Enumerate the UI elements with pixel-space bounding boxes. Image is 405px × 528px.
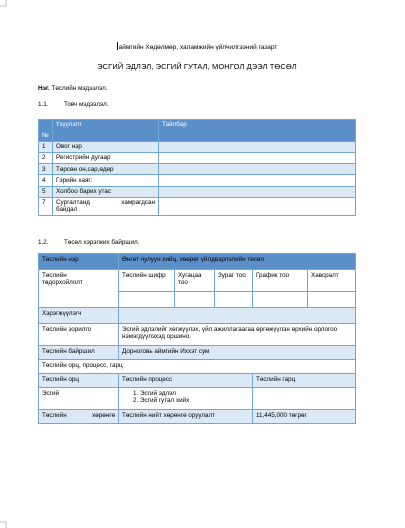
page-corner-mark: [0, 520, 8, 528]
table-row: 5 Холбоо барих утас: [39, 186, 356, 197]
table-header: № Үзүүлэлт Тайлбар: [39, 119, 356, 141]
subsection-1-1: 1.1. Товч мэдээлэл.: [38, 101, 109, 109]
table-row: 2 Регистрийн дугаар: [39, 152, 356, 163]
table-row: Төслийн зорилго Эсгий эдлэлийг хөгжүүлэх, үйл ажиллагаагаа өргөжүүлэн өрхийн орлогоо нэмэгдүүлэхэд оршино.: [39, 324, 356, 346]
info-table: [38, 119, 356, 217]
text-cursor: [117, 42, 118, 50]
subsection-1-2: 1.2. Төсөл хэрэгжих байршил.: [38, 239, 140, 247]
table-row: 7 Сургалтанд хамрагдсан байдал: [39, 197, 356, 215]
section-heading: Нэг. Төслийн мэдээлэл.: [38, 85, 108, 93]
document-title: ЭСГИЙ ЭДЛЭЛ, ЭСГИЙ ГУТАЛ, МОНГОЛ ДЭЭЛ ТӨСӨЛ: [97, 62, 297, 72]
table-row: 1 Овог нэр: [39, 141, 356, 152]
table-header: Төслийн нэр Өнгөт чулуун хийц, хөөрөг үйлдвэрлэлийн төсөл: [39, 254, 356, 270]
table-row: 3 Төрсөн он,сар,өдөр: [39, 164, 356, 175]
table-row: Төслийн орц, процесс, гарц: [39, 360, 356, 374]
table-row: Төслийн хөрөнгө Төслийн нийт хөрөнгө оруулалт 11,445,000 төгрөг: [39, 410, 356, 424]
table-row: Төслийн байршил Дорноговь аймгийн Иххэт сум: [39, 346, 356, 360]
recipient-line: аймгийн Хөдөлмөр, халамжийн үйлчилгээний газарт: [118, 44, 278, 51]
table-row: Эсгий 1. Эсгий эдлэл 2. Эсгий гутал хийх: [39, 388, 356, 410]
table-row: Төслийн төдорхойлолт Төслийн шифр Хугацаа тоо Зураг тоо График тоо Хавсралт: [39, 270, 356, 292]
document-body: [38, 42, 356, 424]
page-corner-mark: [0, 0, 8, 8]
table-row: Хэрэгжүүлэгч: [39, 308, 356, 324]
table-row: Төслийн орц Төслийн процесс Төслийн гарц: [39, 374, 356, 388]
table-row: 4 Гэрийн хаяг:: [39, 175, 356, 186]
project-table: [38, 253, 356, 424]
